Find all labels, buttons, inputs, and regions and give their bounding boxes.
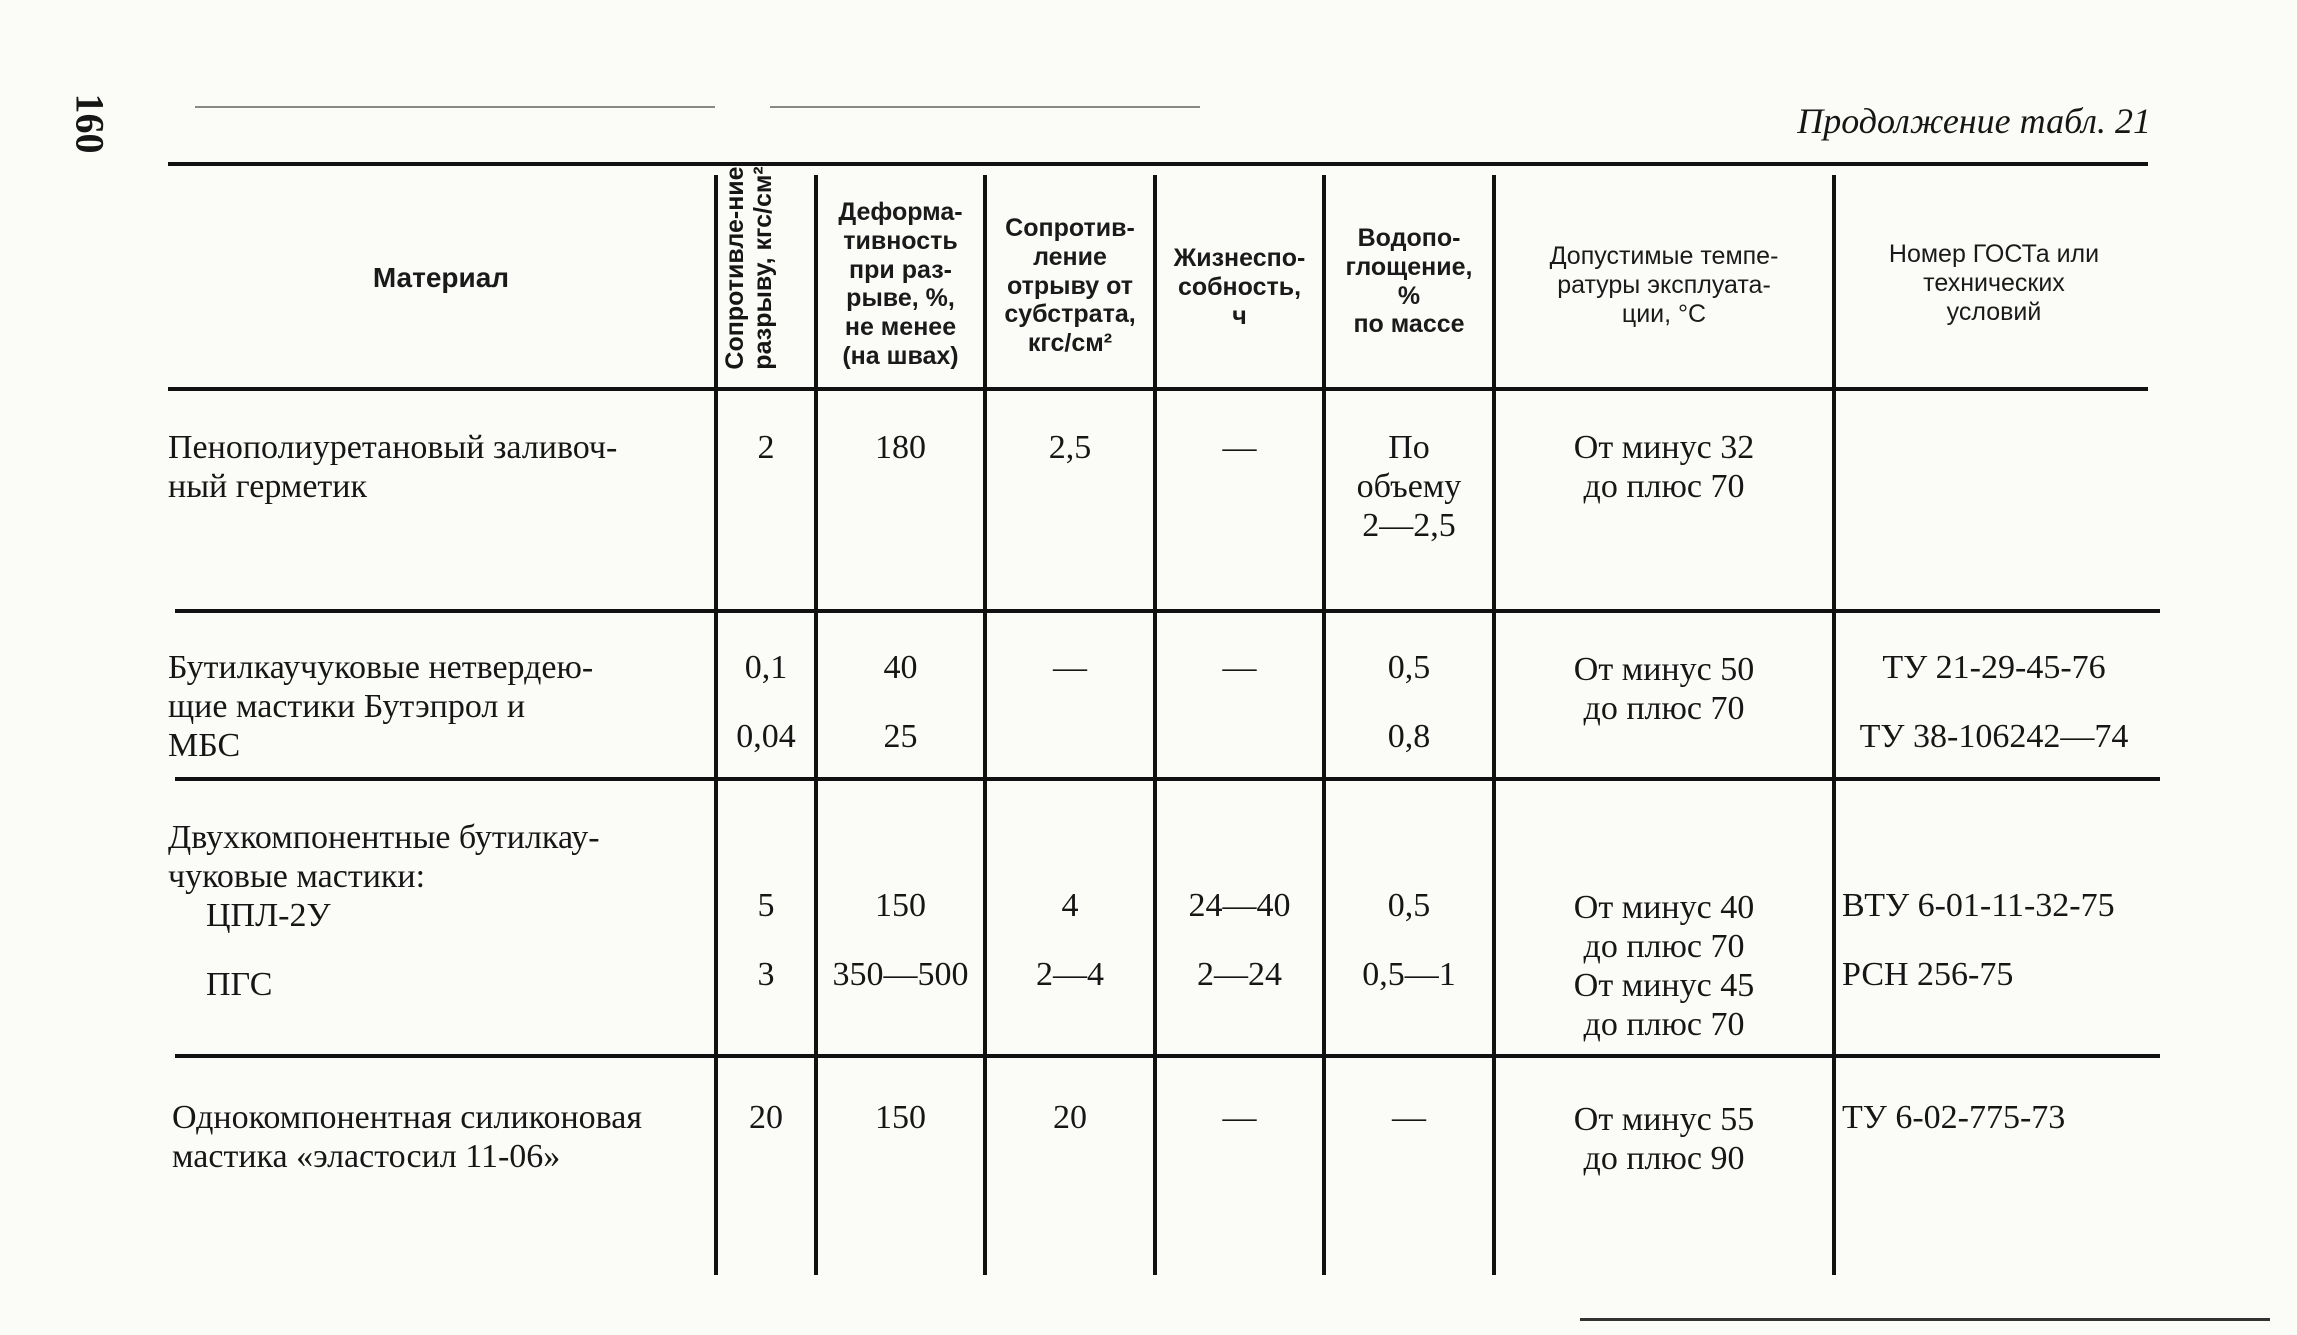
material-cell: Однокомпонентная силиконовая мастика «эластосил 11-06» xyxy=(172,1099,642,1176)
deformability-cell: 40 25 xyxy=(883,649,918,756)
peel-cell: 20 xyxy=(1053,1099,1087,1136)
table-top-rule xyxy=(168,162,2148,166)
pot-life-cell: — xyxy=(1222,1099,1257,1136)
peel-cell: 2,5 xyxy=(1048,429,1092,466)
table-caption: Продолжение табл. 21 xyxy=(1797,101,2151,141)
deformability-cell: 150 xyxy=(875,1099,926,1136)
material-cell: Бутилкаучуковые нетвердею- щие мастики Бутэпрол и МБС xyxy=(168,649,594,765)
header-temps: Допустимые темпе- ратуры эксплуата- ции, °С xyxy=(1549,242,1779,328)
temperature-cell: От минус 32 до плюс 70 xyxy=(1573,429,1755,506)
header-deformability: Деформа- тивность при раз- рыве, %, не менее (на швах) xyxy=(838,198,963,370)
water-cell: 0,5 0,5—1 xyxy=(1362,887,1456,994)
peel-cell: — xyxy=(1053,649,1087,686)
material-cell: Пенополиуретановый заливоч- ный герметик xyxy=(168,429,618,506)
gost-cell: ТУ 6-02-775-73 xyxy=(1842,1099,2066,1136)
tensile-cell: 20 xyxy=(749,1099,783,1136)
water-cell: По объему 2—2,5 xyxy=(1356,429,1462,545)
row-divider xyxy=(175,777,2160,781)
row-divider xyxy=(175,609,2160,613)
gost-cell: ТУ 21-29-45-76 ТУ 38-106242—74 xyxy=(1859,649,2129,756)
temperature-cell: От минус 40 до плюс 70 От минус 45 до плюс 70 xyxy=(1573,889,1755,1044)
deformability-cell: 150 350—500 xyxy=(832,887,969,994)
pot-life-cell: — xyxy=(1222,649,1257,686)
peel-cell: 4 2—4 xyxy=(1036,887,1104,994)
tensile-cell: 0,1 0,04 xyxy=(736,649,796,756)
scan-noise xyxy=(1580,1318,2270,1321)
page-number: 160 xyxy=(67,93,113,154)
deformability-cell: 180 xyxy=(875,429,926,466)
header-tensile: Сопротивле-ние разрыву, кгс/см² xyxy=(721,166,777,370)
pot-life-cell: — xyxy=(1222,429,1257,466)
header-bottom-rule xyxy=(168,387,2148,391)
tensile-cell: 5 3 xyxy=(757,887,775,994)
temperature-cell: От минус 50 до плюс 70 xyxy=(1573,651,1755,728)
gost-cell: ВТУ 6-01-11-32-75 РСН 256-75 xyxy=(1842,887,2115,994)
tensile-cell: 2 xyxy=(757,429,775,466)
header-gost: Номер ГОСТа или технических условий xyxy=(1888,240,2100,326)
header-pot-life: Жизнеспо- собность, ч xyxy=(1173,244,1306,330)
header-material: Материал xyxy=(372,262,510,293)
scan-noise xyxy=(770,106,1200,108)
water-cell: 0,5 0,8 xyxy=(1387,649,1431,756)
material-cell: Двухкомпонентные бутилкау- чуковые мастики: ЦПЛ-2У ПГС xyxy=(168,819,600,1004)
scan-noise xyxy=(195,106,715,108)
row-divider xyxy=(175,1054,2160,1058)
temperature-cell: От минус 55 до плюс 90 xyxy=(1573,1101,1755,1178)
header-water: Водопо- глощение, % по массе xyxy=(1345,224,1473,339)
header-peel: Сопротив- ление отрыву от субстрата, кгс/см² xyxy=(1004,214,1136,357)
water-cell: — xyxy=(1392,1099,1426,1136)
pot-life-cell: 24—40 2—24 xyxy=(1188,887,1291,994)
